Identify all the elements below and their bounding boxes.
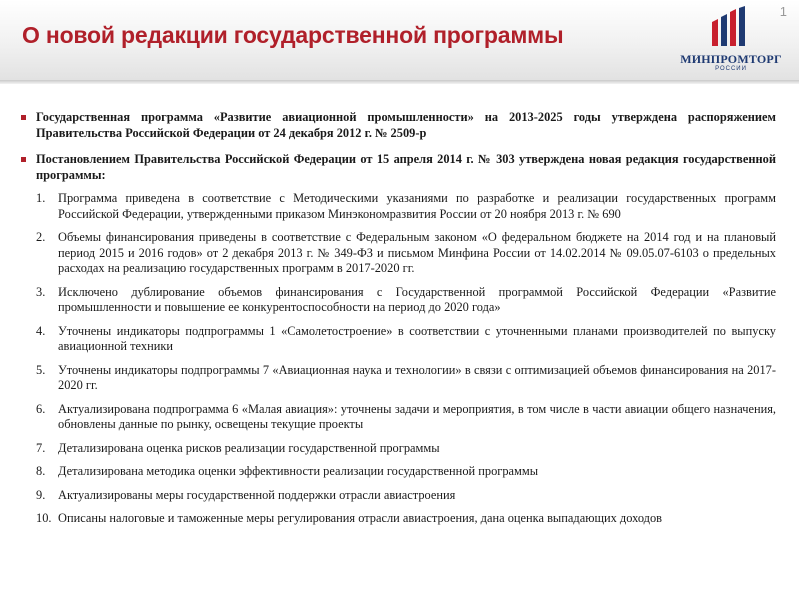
item-text: Актуализированы меры государственной поддержки отрасли авиастроения: [58, 487, 456, 502]
list-item: [20, 464, 776, 480]
slide-body: [20, 110, 776, 535]
logo-subtitle: РОССИИ: [715, 66, 747, 72]
item-number: 8.: [36, 464, 46, 478]
item-number: 3.: [36, 284, 46, 299]
list-item: [20, 488, 776, 504]
bullet-square-icon: [21, 115, 26, 120]
logo-name: МИНПРОМТОРГ: [680, 52, 782, 66]
list-item: [20, 363, 776, 394]
item-text: Детализирована методика оценки эффективности реализации государственной программы: [58, 464, 539, 478]
changes-list: [20, 191, 776, 527]
item-number: 1.: [36, 191, 46, 205]
item-text: Актуализирована подпрограмма 6 «Малая авиация»: уточнены задачи и мероприятия, в том числе в части авиации общего назначения, обновлены данные по рынку, освещены текущие проекты: [58, 401, 776, 431]
list-item: [20, 441, 776, 457]
slide-header: [0, 0, 799, 80]
bullet-square-icon: [21, 157, 26, 162]
list-item: [20, 191, 776, 222]
item-text: Детализирована оценка рисков реализации государственной программы: [58, 440, 440, 455]
bullet-item: [20, 110, 776, 141]
item-text: Исключено дублирование объемов финансирования с Государственной программой Российской Федерации «Развитие промышленности и повышение ее конкурентоспособности на период до 2020 года»: [58, 284, 776, 314]
header-divider: [0, 80, 799, 84]
list-item: [20, 402, 776, 433]
bullet-text: Государственная программа «Развитие авиационной промышленности» на 2013-2025 годы утверждена распоряжением Правительства Российской Федерации от 24 декабря 2012 г. № 2509-р: [36, 110, 776, 140]
item-number: 4.: [36, 323, 46, 338]
bullet-text: Постановлением Правительства Российской Федерации от 15 апреля 2014 г. № 303 утверждена новая редакция государственной программы:: [36, 152, 776, 182]
ministry-emblem-icon: [710, 6, 752, 50]
item-number: 5.: [36, 362, 46, 377]
list-item: [20, 324, 776, 355]
list-item: [20, 285, 776, 316]
item-text: Уточнены индикаторы подпрограммы 1 «Самолетостроение» в соответствии с уточненными планами производителей по выпуску авиационной техники: [58, 323, 776, 353]
bullet-item: [20, 152, 776, 183]
item-text: Объемы финансирования приведены в соответствие с Федеральным законом «О федеральном бюджете на 2014 год и на плановый период 2015 и 2016 годов» от 2 декабря 2013 г. № 349-ФЗ и письмом Минфина России от 14.02.2014 № 09.05.07-6103 о предельных расходах на реализацию государственных программ в 2017-2020 гг.: [58, 230, 776, 275]
item-text: Уточнены индикаторы подпрограммы 7 «Авиационная наука и технологии» в связи с оптимизацией объемов финансирования на 2017-2020 гг.: [58, 362, 776, 392]
ministry-logo: [672, 6, 790, 76]
slide-title: О новой редакции государственной программы: [22, 22, 564, 48]
item-text: Программа приведена в соответствие с Методическими указаниями по разработке и реализации государственных программ Российской Федерации, утвержденными приказом Минэкономразвития России от 20 ноября 2013 г. № 690: [58, 191, 776, 221]
item-number: 9.: [36, 487, 46, 502]
slide-number: 1: [779, 4, 787, 19]
item-text: Описаны налоговые и таможенные меры регулирования отрасли авиастроения, дана оценка выпадающих доходов: [58, 511, 663, 525]
item-number: 10.: [36, 511, 52, 525]
item-number: 2.: [36, 230, 46, 244]
list-item: [20, 230, 776, 277]
item-number: 6.: [36, 401, 46, 416]
item-number: 7.: [36, 440, 46, 455]
list-item: [20, 511, 776, 527]
